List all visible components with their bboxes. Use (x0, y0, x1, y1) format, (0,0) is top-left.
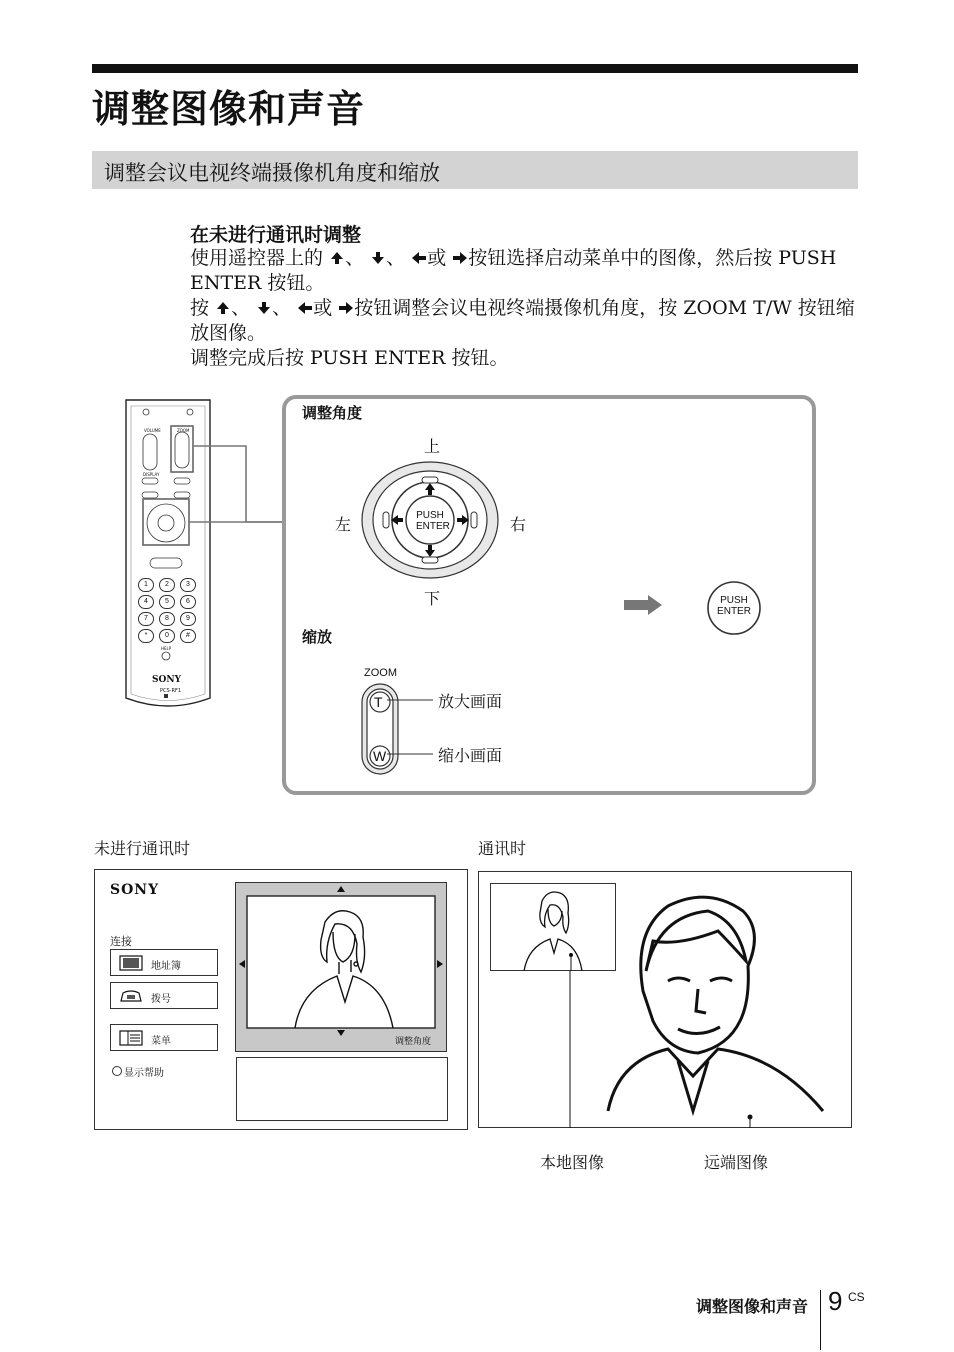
remote-key-6: 6 (180, 595, 196, 609)
instructions (190, 246, 865, 371)
remote-key-8: 8 (159, 612, 175, 626)
label-right: 右 (510, 515, 527, 534)
remote-model: PCS-RF1 (160, 688, 182, 694)
right-arrow-icon (452, 251, 468, 265)
section-title: 调整会议电视终端摄像机角度和缩放 (104, 161, 440, 185)
right-arrow-icon (338, 301, 354, 315)
help-label[interactable]: 显示帮助 (124, 1068, 164, 1079)
local-image-person (490, 883, 616, 971)
adjust-angle-label: 调整角度 (395, 1037, 432, 1047)
remote-key-11: 0 (159, 629, 175, 643)
connect-label: 连接 (110, 935, 132, 948)
help-text-area (236, 1057, 448, 1121)
zoom-label: ZOOM (364, 667, 397, 679)
remote-help-label: HELP (161, 646, 172, 651)
remote-brand: SONY (152, 675, 181, 685)
dpad-center-label (416, 510, 450, 532)
addressbook-icon (117, 954, 145, 972)
label-left: 左 (335, 515, 352, 534)
footer-title: 调整图像和声音 (695, 1297, 808, 1316)
or: 或 (427, 247, 447, 269)
remote-key-1: 1 (138, 578, 154, 592)
menu-button[interactable] (110, 1024, 218, 1051)
remote-display-label: DISPLAY (143, 472, 160, 477)
remote-image-label: 远端图像 (704, 1153, 769, 1172)
left-arrow-icon (297, 301, 313, 315)
or: 或 (313, 297, 333, 319)
idle-caption: 未进行通讯时 (94, 839, 191, 858)
push-text: PUSH (720, 595, 748, 606)
label-down: 下 (424, 589, 441, 608)
remote-volume-label: VOLUME (144, 428, 161, 433)
enter-text: ENTER (416, 521, 450, 532)
remote-key-2: 2 (159, 578, 175, 592)
zoom-w-label: W (373, 748, 387, 764)
screen-brand: SONY (110, 882, 160, 898)
text: 使用遥控器上的 (190, 247, 324, 269)
menu-label: 菜单 (151, 1036, 171, 1047)
text: 按钮调整会议电视终端摄像机角度，按 ZOOM T/W 按钮缩放图像。 (190, 297, 855, 344)
up-arrow-icon (329, 251, 345, 265)
phone-icon (117, 987, 145, 1005)
subheading: 在未进行通讯时调整 (190, 224, 362, 246)
instruction-3: 调整完成后按 PUSH ENTER 按钮。 (190, 347, 509, 369)
push-text: PUSH (416, 510, 444, 521)
addressbook-button[interactable] (110, 949, 218, 976)
top-rule (92, 64, 858, 73)
call-caption: 通讯时 (478, 839, 527, 858)
angle-title: 调整角度 (302, 404, 363, 422)
sep: 、 (272, 297, 292, 319)
zoom-t-label: T (374, 694, 383, 710)
remote-key-4: 4 (138, 595, 154, 609)
remote-zoom-label: ZOOM (177, 428, 190, 433)
sep: 、 (386, 247, 406, 269)
zoom-title: 缩放 (302, 628, 333, 646)
zoom-out-label: 缩小画面 (438, 746, 503, 765)
dial-label: 拨号 (151, 994, 171, 1005)
remote-key-12: # (180, 629, 196, 643)
instruction-1 (190, 246, 865, 296)
down-arrow-icon (256, 301, 272, 315)
up-arrow-icon (215, 301, 231, 315)
remote-control-illustration (118, 398, 298, 718)
enter-text: ENTER (717, 606, 751, 617)
left-arrow-icon (411, 251, 427, 265)
remote-key-7: 7 (138, 612, 154, 626)
addressbook-label: 地址簿 (151, 961, 181, 972)
remote-key-9: 9 (180, 612, 196, 626)
push-enter-label (710, 595, 758, 617)
remote-key-3: 3 (180, 578, 196, 592)
text: 按钮选择启动菜单中的图像，然后按 PUSH ENTER 按钮。 (190, 247, 837, 294)
local-image-label: 本地图像 (540, 1153, 605, 1172)
remote-key-5: 5 (159, 595, 175, 609)
dial-button[interactable] (110, 982, 218, 1009)
menu-icon (117, 1029, 145, 1047)
down-arrow-icon (370, 251, 386, 265)
sep: 、 (231, 297, 251, 319)
label-up: 上 (424, 437, 441, 456)
sep: 、 (345, 247, 365, 269)
footer-divider (820, 1290, 821, 1350)
page-suffix: CS (848, 1290, 865, 1304)
instruction-2 (190, 296, 865, 346)
page-number: 9 (828, 1286, 843, 1316)
remote-key-10: * (138, 629, 154, 643)
zoom-in-label: 放大画面 (438, 692, 503, 711)
section-header (92, 151, 858, 189)
camera-preview (235, 882, 447, 1052)
page-title: 调整图像和声音 (92, 87, 366, 131)
text: 按 (190, 297, 210, 319)
arrow-right-icon (622, 594, 664, 616)
help-circle-icon (112, 1066, 122, 1076)
zoom-rocker-diagram (355, 680, 435, 780)
